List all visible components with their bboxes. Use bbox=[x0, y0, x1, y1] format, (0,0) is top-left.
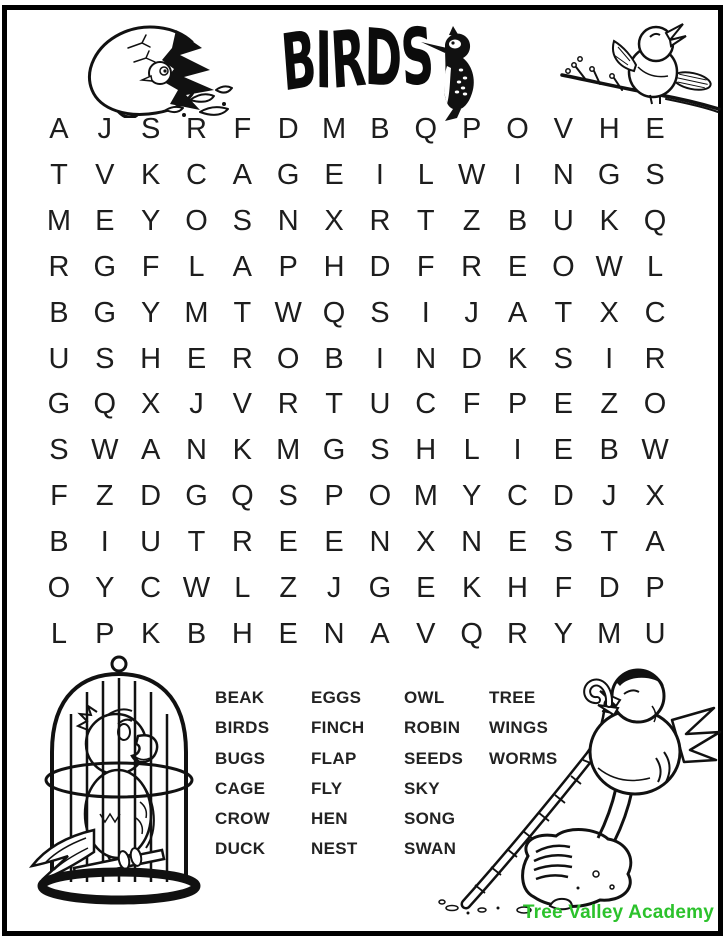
grid-letter: L bbox=[50, 617, 67, 650]
word-item: CAGE bbox=[215, 778, 266, 798]
word-item: ROBIN bbox=[404, 718, 461, 738]
grid-letter: E bbox=[553, 388, 574, 421]
grid-letter: R bbox=[231, 525, 253, 558]
grid-letter: D bbox=[552, 480, 574, 513]
grid-letter: N bbox=[323, 617, 345, 650]
grid-letter: K bbox=[461, 571, 482, 604]
grid-letter: V bbox=[553, 113, 574, 146]
grid-letter: H bbox=[323, 250, 345, 283]
letter-grid bbox=[36, 107, 678, 657]
grid-letter: O bbox=[368, 480, 392, 513]
grid-letter: O bbox=[185, 205, 208, 238]
grid-letter: J bbox=[189, 388, 204, 421]
grid-letter: D bbox=[140, 480, 162, 513]
grid-letter: L bbox=[463, 434, 480, 467]
grid-letter: I bbox=[513, 159, 522, 192]
grid-letter: E bbox=[553, 434, 574, 467]
grid-letter: S bbox=[370, 296, 390, 329]
grid-letter: T bbox=[50, 159, 68, 192]
grid-letter: I bbox=[513, 434, 522, 467]
grid-letter: D bbox=[277, 113, 299, 146]
grid-letter: R bbox=[461, 250, 483, 283]
grid-letter: V bbox=[416, 617, 436, 650]
grid-letter: T bbox=[416, 205, 435, 238]
grid-letter: T bbox=[600, 525, 619, 558]
grid-letter: R bbox=[277, 388, 299, 421]
grid-letter: Z bbox=[95, 480, 114, 513]
word-item: SWAN bbox=[404, 839, 457, 859]
grid-letter: C bbox=[415, 388, 437, 421]
grid-letter: W bbox=[274, 296, 302, 329]
grid-letter: L bbox=[188, 250, 205, 283]
title-letter: D bbox=[364, 12, 402, 106]
grid-letter: Q bbox=[643, 205, 667, 238]
word-item: NEST bbox=[311, 839, 358, 859]
grid-letter: A bbox=[49, 113, 69, 146]
grid-letter: Q bbox=[460, 617, 483, 650]
word-item: FLAP bbox=[311, 748, 357, 768]
grid-letter: A bbox=[370, 617, 390, 650]
grid-letter: U bbox=[140, 525, 162, 558]
title-letter: I bbox=[314, 15, 331, 107]
grid-letter: K bbox=[232, 434, 253, 467]
grid-letter: S bbox=[278, 480, 298, 513]
grid-letter: Z bbox=[462, 205, 481, 238]
grid-letter: J bbox=[464, 296, 479, 329]
grid-letter: J bbox=[97, 113, 113, 146]
bird-pulling-worm-icon bbox=[428, 658, 723, 916]
grid-letter: W bbox=[595, 250, 623, 283]
grid-letter: E bbox=[95, 205, 115, 238]
word-item: SONG bbox=[404, 809, 456, 829]
grid-letter: N bbox=[552, 159, 574, 192]
grid-letter: B bbox=[49, 525, 69, 558]
grid-letter: R bbox=[186, 113, 207, 146]
title-letter: R bbox=[328, 13, 367, 107]
grid-letter: I bbox=[100, 525, 109, 558]
grid-letter: Q bbox=[322, 296, 346, 329]
grid-letter: Q bbox=[414, 113, 438, 146]
grid-letter: O bbox=[47, 571, 71, 604]
grid-letter: E bbox=[507, 525, 528, 558]
grid-letter: K bbox=[140, 159, 161, 192]
grid-letter: Z bbox=[279, 571, 298, 604]
grid-letter: C bbox=[140, 571, 162, 604]
bird-on-branch-icon bbox=[556, 15, 724, 113]
grid-letter: J bbox=[326, 571, 342, 604]
grid-letter: I bbox=[605, 342, 614, 375]
grid-letter: X bbox=[324, 205, 344, 238]
grid-letter: R bbox=[644, 342, 666, 375]
word-item: WORMS bbox=[489, 748, 558, 768]
grid-letter: G bbox=[276, 159, 300, 192]
word-item: CROW bbox=[215, 809, 271, 829]
grid-letter: I bbox=[421, 296, 430, 329]
grid-letter: G bbox=[597, 159, 621, 192]
grid-letter: S bbox=[553, 342, 574, 375]
word-item: TREE bbox=[489, 688, 536, 707]
word-item: BEAK bbox=[215, 688, 265, 707]
grid-letter: W bbox=[457, 159, 486, 192]
title-letter: B bbox=[278, 14, 319, 110]
grid-letter: W bbox=[182, 571, 211, 604]
word-item: HEN bbox=[311, 809, 348, 829]
grid-letter: D bbox=[369, 250, 391, 283]
word-item: DUCK bbox=[215, 839, 266, 859]
grid-letter: M bbox=[321, 113, 347, 146]
word-item: FINCH bbox=[311, 718, 365, 738]
grid-letter: U bbox=[552, 205, 574, 238]
grid-letter: N bbox=[415, 342, 437, 375]
grid-letter: U bbox=[48, 342, 70, 375]
grid-letter: F bbox=[50, 480, 68, 513]
grid-letter: A bbox=[645, 525, 665, 558]
grid-letter: W bbox=[91, 434, 119, 467]
grid-letter: F bbox=[141, 250, 160, 283]
grid-letter: I bbox=[375, 159, 384, 192]
grid-letter: N bbox=[186, 434, 207, 467]
grid-letter: B bbox=[324, 342, 344, 375]
grid-letter: Y bbox=[553, 617, 574, 650]
grid-letter: O bbox=[506, 113, 529, 146]
grid-letter: K bbox=[599, 205, 619, 238]
parrot-in-cage-icon bbox=[22, 652, 217, 910]
grid-letter: M bbox=[276, 434, 301, 467]
word-item: SEEDS bbox=[404, 748, 464, 768]
grid-letter: C bbox=[186, 159, 207, 192]
grid-letter: I bbox=[375, 342, 384, 375]
grid-letter: K bbox=[140, 617, 161, 650]
credit: Tree Valley Academy bbox=[522, 902, 714, 923]
grid-letter: Z bbox=[600, 388, 619, 421]
grid-letter: O bbox=[276, 342, 300, 375]
grid-letter: D bbox=[461, 342, 483, 375]
grid-letter: E bbox=[186, 342, 207, 375]
grid-letter: Y bbox=[140, 296, 161, 329]
grid-letter: E bbox=[416, 571, 436, 604]
grid-letter: P bbox=[461, 113, 482, 146]
grid-letter: W bbox=[641, 434, 669, 467]
grid-letter: E bbox=[278, 617, 298, 650]
grid-letter: L bbox=[234, 571, 251, 604]
grid-letter: Q bbox=[231, 480, 254, 513]
grid-letter: H bbox=[598, 113, 620, 146]
grid-letter: H bbox=[507, 571, 528, 604]
grid-letter: B bbox=[507, 205, 528, 238]
grid-letter: L bbox=[647, 250, 664, 283]
grid-letter: B bbox=[599, 434, 619, 467]
grid-letter: E bbox=[324, 525, 344, 558]
grid-letter: F bbox=[233, 113, 252, 146]
grid-letter: L bbox=[417, 159, 434, 192]
grid-letter: F bbox=[462, 388, 481, 421]
grid-letter: Y bbox=[95, 571, 115, 604]
grid-letter: B bbox=[49, 296, 69, 329]
grid-letter: N bbox=[461, 525, 483, 558]
grid-letter: E bbox=[645, 113, 665, 146]
grid-letter: Y bbox=[140, 205, 161, 238]
grid-letter: E bbox=[278, 525, 298, 558]
grid-letter: R bbox=[507, 617, 528, 650]
word-item: OWL bbox=[404, 688, 445, 707]
word-item: BIRDS bbox=[215, 718, 270, 738]
grid-letter: G bbox=[185, 480, 208, 513]
grid-letter: M bbox=[413, 480, 438, 513]
grid-letter: F bbox=[416, 250, 435, 283]
grid-letter: J bbox=[601, 480, 617, 513]
grid-letter: N bbox=[369, 525, 391, 558]
grid-letter: S bbox=[232, 205, 253, 238]
grid-letter: B bbox=[370, 113, 390, 146]
grid-letter: E bbox=[324, 159, 344, 192]
word-list-column bbox=[215, 683, 311, 865]
grid-letter: R bbox=[48, 250, 70, 283]
grid-letter: X bbox=[416, 525, 436, 558]
grid-letter: G bbox=[47, 388, 71, 421]
grid-letter: A bbox=[232, 250, 253, 283]
grid-letter: A bbox=[232, 159, 253, 192]
grid-letter: P bbox=[95, 617, 115, 650]
grid-letter: U bbox=[369, 388, 391, 421]
grid-letter: S bbox=[370, 434, 390, 467]
grid-letter: S bbox=[95, 342, 115, 375]
grid-letter: D bbox=[598, 571, 620, 604]
grid-letter: G bbox=[368, 571, 392, 604]
word-item: WINGS bbox=[489, 718, 549, 738]
word-list-column bbox=[311, 683, 404, 865]
grid-letter: V bbox=[232, 388, 253, 421]
grid-letter: O bbox=[552, 250, 575, 283]
word-item: BUGS bbox=[215, 748, 266, 768]
grid-letter: G bbox=[93, 296, 117, 329]
grid-letter: S bbox=[49, 434, 69, 467]
grid-letter: A bbox=[507, 296, 528, 329]
grid-letter: Y bbox=[461, 480, 482, 513]
title-letter: S bbox=[397, 11, 436, 105]
grid-letter: F bbox=[554, 571, 573, 604]
grid-letter: T bbox=[554, 296, 573, 329]
grid-letter: T bbox=[325, 388, 343, 421]
grid-letter: M bbox=[597, 617, 622, 650]
grid-letter: N bbox=[277, 205, 299, 238]
grid-letter: R bbox=[231, 342, 253, 375]
grid-letter: S bbox=[645, 159, 665, 192]
grid-letter: C bbox=[644, 296, 666, 329]
grid-letter: C bbox=[507, 480, 528, 513]
grid-letter: U bbox=[644, 617, 666, 650]
grid-letter: M bbox=[184, 296, 209, 329]
grid-letter: R bbox=[369, 205, 391, 238]
grid-letter: S bbox=[140, 113, 161, 146]
grid-letter: X bbox=[645, 480, 665, 513]
grid-letter: X bbox=[599, 296, 619, 329]
grid-letter: T bbox=[187, 525, 206, 558]
word-item: EGGS bbox=[311, 688, 362, 707]
grid-letter: P bbox=[645, 571, 665, 604]
grid-letter: T bbox=[233, 296, 252, 329]
grid-letter: O bbox=[643, 388, 667, 421]
grid-letter: E bbox=[507, 250, 528, 283]
grid-letter: H bbox=[231, 617, 253, 650]
word-item: FLY bbox=[311, 778, 343, 798]
grid-letter: B bbox=[186, 617, 207, 650]
grid-letter: V bbox=[95, 159, 115, 192]
word-item: SKY bbox=[404, 778, 440, 798]
grid-letter: A bbox=[140, 434, 161, 467]
grid-letter: X bbox=[140, 388, 161, 421]
hatching-egg-icon bbox=[72, 20, 240, 118]
grid-letter: G bbox=[93, 250, 117, 283]
grid-letter: P bbox=[507, 388, 528, 421]
grid-letter: S bbox=[553, 525, 574, 558]
grid-letter: P bbox=[324, 480, 344, 513]
grid-letter: P bbox=[278, 250, 298, 283]
grid-letter: K bbox=[507, 342, 528, 375]
grid-letter: G bbox=[322, 434, 346, 467]
grid-letter: Q bbox=[93, 388, 117, 421]
grid-letter: M bbox=[46, 205, 71, 238]
grid-letter: H bbox=[415, 434, 437, 467]
grid-letter: H bbox=[140, 342, 162, 375]
